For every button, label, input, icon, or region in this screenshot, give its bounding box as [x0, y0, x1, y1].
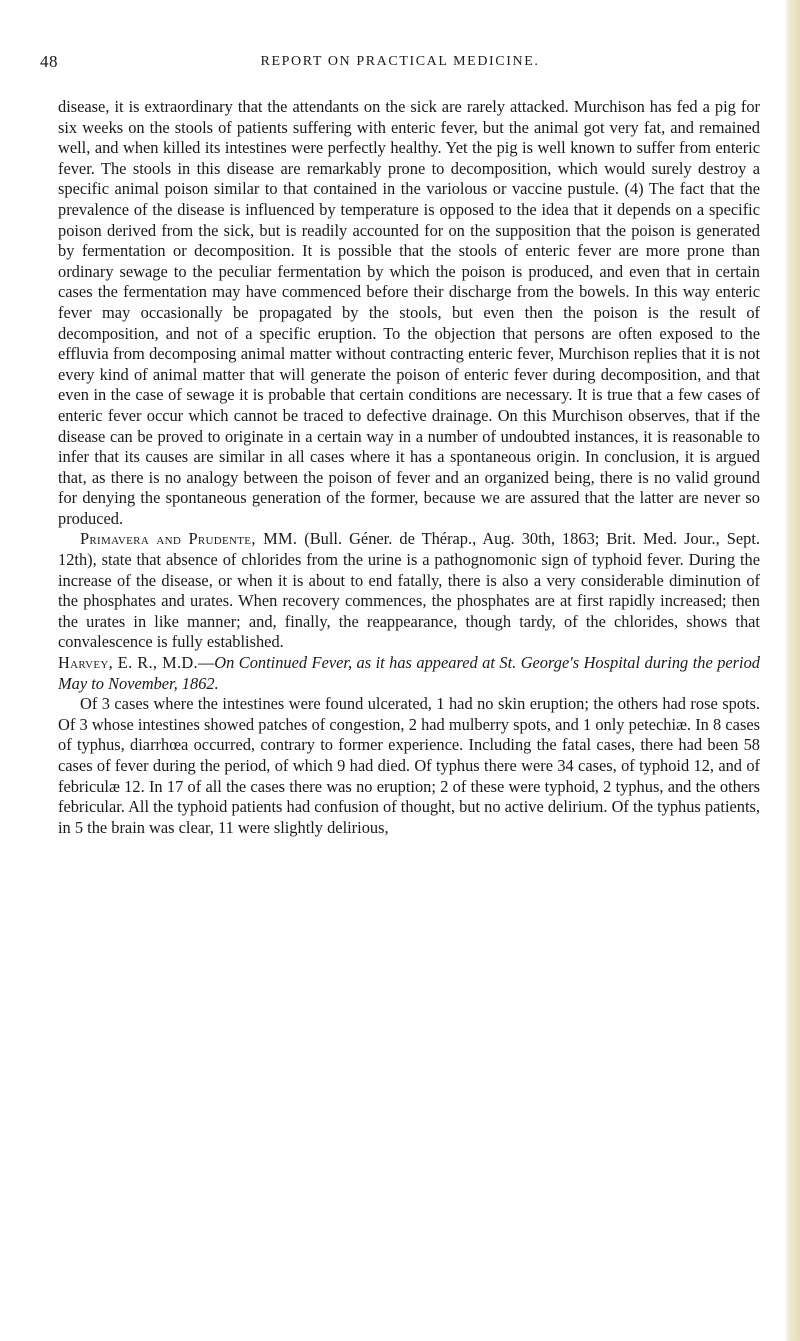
page-header: [40, 52, 760, 76]
paragraph-primavera-prudente: [58, 529, 760, 653]
citation-author: Harvey, E. R., M.D.: [58, 653, 198, 673]
paragraph-murchison-continued: disease, it is extraordinary that the attendants on the sick are rarely attacked. Murchison has fed a pig for six weeks on the stools of patients suffering with enteric fever, but the animal got very fat, and remained well, and when killed its intestines were perfectly healthy. Yet the pig is well known to suffer from enteric fever. The stools in this disease are remarkably prone to decomposition, which would surely destroy a specific animal poison similar to that contained in the variolous or vaccine pustule. (4) The fact that the prevalence of the disease is influenced by temperature is opposed to the idea that it depends on a specific poison derived from the sick, but is readily accounted for on the supposition that the poison is generated by fermentation or decomposition. It is possible that the stools of enteric fever are more prone than ordinary sewage to the peculiar fermentation by which the poison is produced, and even that in certain cases the fermentation may have commenced before their discharge from the bowels. In this way enteric fever may occasionally be propagated by the stools, but even then the poison is the result of decomposition, and not of a specific eruption. To the objection that persons are often exposed to the effluvia from decomposing animal matter without contracting enteric fever, Murchison replies that it is not every kind of animal matter that will generate the poison of enteric fever during decomposition, and that even in the case of sewage it is probable that certain conditions are necessary. It is true that a few cases of enteric fever occur which cannot be traced to defective drainage. On this Murchison observes, that if the disease can be proved to originate in a certain way in a number of undoubted instances, it is reasonable to infer that its causes are similar in all cases where it has a spontaneous origin. In conclusion, it is argued that, as there is no analogy between the poison of fever and an organized being, there is no valid ground for denying the spontaneous generation of the former, because we are assured that the latter are never so produced.: [58, 97, 760, 528]
paragraph-harvey-citation: [58, 653, 760, 694]
page-edge: [786, 0, 800, 1341]
citation-dash: —: [197, 653, 215, 673]
citation-authors: Primavera and Prudente, MM.: [80, 529, 298, 549]
running-title: REPORT ON PRACTICAL MEDICINE.: [260, 54, 540, 69]
citation-title: On Continued Fever, as it has appeared at St. George's Hospital during the period May to November, 1862.: [58, 653, 761, 693]
page-number: 48: [40, 52, 58, 71]
page-body: [58, 97, 760, 838]
paragraph-harvey-findings: Of 3 cases where the intestines were found ulcerated, 1 had no skin eruption; the others had rose spots. Of 3 whose intestines showed patches of congestion, 2 had mulberry spots, and 1 only petechiæ. In 8 cases of typhus, diarrhœa occurred, contrary to former experience. Including the fatal cases, there had been 58 cases of fever during the period, of which 9 had died. Of typhus there were 34 cases, of typhoid 12, and of febriculæ 12. In 17 of all the cases there was no eruption; 2 of these were typhoid, 2 typhus, and the others febricular. All the typhoid patients had confusion of thought, but no active delirium. Of the typhus patients, in 5 the brain was clear, 11 were slightly delirious,: [58, 694, 760, 837]
paragraph-text: (Bull. Géner. de Thérap., Aug. 30th, 1863; Brit. Med. Jour., Sept. 12th), state that absence of chlorides from the urine is a pathognomonic sign of typhoid fever. During the increase of the disease, or when it is about to end fatally, there is also a very considerable diminution of the phosphates and urates. When recovery commences, the phosphates are at first rapidly increased; then the urates in like manner; and, finally, the reappearance, though tardy, of the chlorides, shows that convalescence is fully established.: [58, 529, 760, 652]
